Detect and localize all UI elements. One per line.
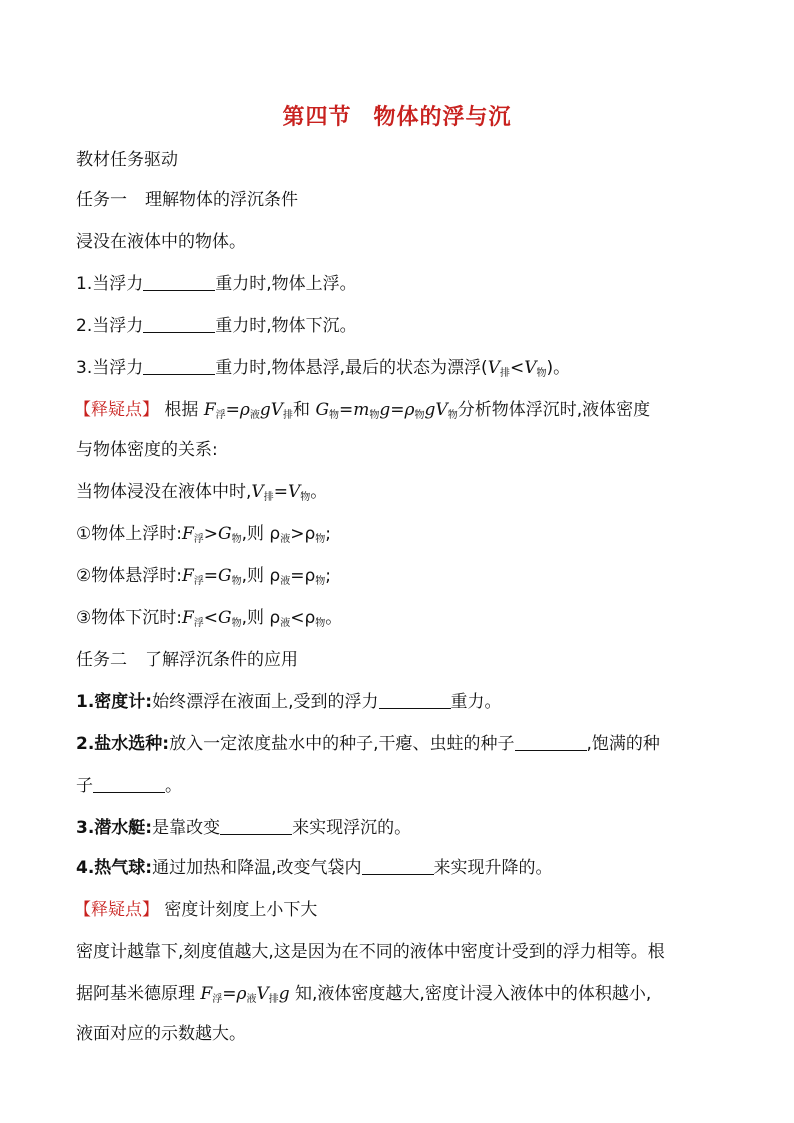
fill-line-3 [76,356,570,386]
blank-field[interactable] [143,358,215,375]
math-sub: 排 [263,492,274,503]
app-seed-selection-cont [76,774,182,798]
math-var: G [218,566,232,586]
fill-text: 3.当浮力 [76,358,144,378]
fill-text: )。 [546,358,571,378]
math-sub: 液 [280,618,291,629]
condition-sink [76,606,342,636]
math-op: < [509,358,525,378]
math-var: F [200,984,213,1004]
math-sub: 物 [447,410,458,421]
math-op: = [273,482,288,502]
text: ,则 ρ [241,608,281,628]
explain-tag: 【释疑点】 [74,900,159,920]
math-sub: 物 [231,534,242,545]
math-sub: 排 [283,410,294,421]
math-var: g [278,984,290,1004]
title-section: 第四节 [282,105,352,130]
text: ②物体悬浮时: [76,566,182,586]
text: 来实现升降的。 [433,858,553,878]
math-op: = [203,566,219,586]
explain-line-3 [76,480,327,510]
math-sub: 物 [231,576,242,587]
math-sub: 浮 [193,534,204,545]
app-key: 3.潜水艇: [76,818,153,838]
app-balloon [76,856,553,880]
math-var: F [181,566,194,586]
math-op: =ρ [225,400,250,420]
blank-field[interactable] [143,274,215,291]
math-op: =ρ [290,566,316,586]
explain-line-2: 与物体密度的关系: [76,440,218,460]
para-line-1: 密度计越靠下,刻度值越大,这是因为在不同的液体中密度计受到的浮力相等。根 [76,942,665,962]
math-var: F [203,400,216,420]
text: 是靠改变 [152,818,221,838]
math-var: V [287,482,301,502]
text: ,则 ρ [241,524,281,544]
text: 和 [293,400,311,420]
text: 通过加热和降温,改变气袋内 [152,858,362,878]
text: 根据 [164,400,199,420]
task1-label: 任务一 [76,190,127,210]
math-sub: 物 [315,618,326,629]
math-sub: 物 [315,576,326,587]
para-line-2 [76,982,651,1012]
intro-line: 浸没在液体中的物体。 [76,232,246,252]
math-sub: 液 [280,534,291,545]
fill-text: 1.当浮力 [76,274,144,294]
text: 。 [165,776,182,796]
math-var: gV [424,400,448,420]
text: 据阿基米德原理 [76,984,201,1004]
text: ; [325,566,331,586]
fill-text: 2.当浮力 [76,316,144,336]
math-sub: 浮 [193,576,204,587]
math-sub: 液 [249,410,260,421]
text: ③物体下沉时: [76,608,182,628]
task2-name: 了解浮沉条件的应用 [145,650,298,670]
math-var: G [315,400,330,420]
math-sub: 浮 [193,618,204,629]
text: 重力。 [450,692,502,712]
math-sub: 物 [315,534,326,545]
text: ①物体上浮时: [76,524,182,544]
math-var: V [524,358,537,378]
fill-line-1 [76,272,357,296]
fill-text: 重力时,物体上浮。 [215,274,357,294]
blank-field[interactable] [220,818,292,835]
math-op: < [203,608,219,628]
fill-line-2 [76,314,357,338]
explain-2-heading [74,898,317,922]
math-op: =m [339,400,370,420]
text: 子 [76,776,93,796]
app-submarine [76,816,411,840]
text: 。 [310,482,328,502]
math-sub: 浮 [212,994,223,1005]
app-hydrometer [76,690,502,714]
math-sub: 液 [246,994,257,1005]
math-var: F [181,524,194,544]
app-key: 4.热气球: [76,858,153,878]
math-var: gV [259,400,284,420]
app-key: 2.盐水选种: [76,734,170,754]
math-sub: 浮 [215,410,226,421]
blank-field[interactable] [362,858,434,875]
math-op: <ρ [290,608,316,628]
math-var: V [251,482,264,502]
blank-field[interactable] [379,692,451,709]
task2-heading [76,648,298,672]
math-var: V [256,984,269,1004]
text: ; [325,524,331,544]
blank-field[interactable] [515,734,587,751]
task1-heading [76,188,298,212]
section-heading: 教材任务驱动 [76,150,178,170]
blank-field[interactable] [93,776,165,793]
math-var: g=ρ [379,400,415,420]
math-sub: 物 [536,368,547,379]
text: ,则 ρ [241,566,281,586]
text: 。 [325,608,343,628]
text: 放入一定浓度盐水中的种子,干瘪、虫蛀的种子 [169,734,515,754]
title-text: 物体的浮与沉 [373,105,512,130]
math-sub: 物 [329,410,340,421]
math-var: G [218,524,232,544]
app-seed-selection [76,732,660,756]
task1-name: 理解物体的浮沉条件 [145,190,298,210]
math-sub: 排 [268,994,279,1005]
app-key: 1.密度计: [76,692,153,712]
text: 来实现浮沉的。 [292,818,412,838]
math-sub: 物 [231,618,242,629]
text: 密度计刻度上小下大 [164,900,318,920]
text: 始终漂浮在液面上,受到的浮力 [152,692,379,712]
math-sub: 物 [369,410,380,421]
math-op: =ρ [222,984,247,1004]
math-sub: 物 [300,492,311,503]
fill-text: 重力时,物体下沉。 [215,316,357,336]
blank-field[interactable] [143,316,215,333]
task2-label: 任务二 [76,650,127,670]
math-var: F [181,608,194,628]
condition-suspend [76,564,331,594]
para-line-3: 液面对应的示数越大。 [76,1024,246,1044]
text: ,饱满的种 [586,734,660,754]
fill-text: 重力时,物体悬浮,最后的状态为漂浮( [215,358,488,378]
text: 分析物体浮沉时,液体密度 [457,400,651,420]
math-op: >ρ [290,524,316,544]
math-op: > [203,524,219,544]
math-sub: 排 [499,368,510,379]
condition-rise [76,522,331,552]
math-sub: 液 [280,576,291,587]
math-var: V [487,358,500,378]
math-var: G [218,608,232,628]
text: 当物体浸没在液体中时, [76,482,252,502]
explain-line-1 [74,398,650,428]
page-title [0,100,794,131]
explain-tag: 【释疑点】 [74,400,159,420]
text: 知,液体密度越大,密度计浸入液体中的体积越小, [289,984,652,1004]
math-sub: 物 [414,410,425,421]
